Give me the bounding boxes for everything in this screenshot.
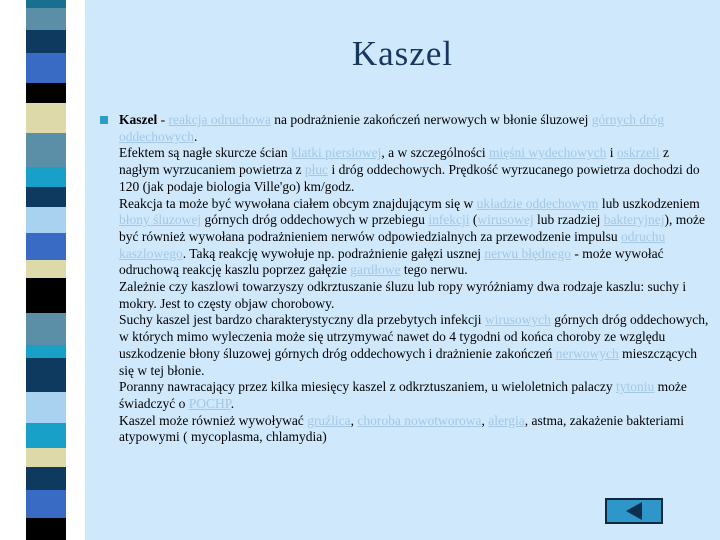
hyperlink[interactable]: płuc bbox=[304, 162, 329, 178]
decor-square bbox=[26, 467, 66, 490]
text-segment: Kaszel może również wywoływać bbox=[119, 412, 308, 428]
hyperlink[interactable]: gruźlica bbox=[307, 412, 351, 428]
hyperlink[interactable]: klatki piersiowej bbox=[291, 145, 382, 161]
text-segment: ( bbox=[469, 212, 478, 228]
bullet-square-icon bbox=[100, 116, 108, 124]
hyperlink[interactable]: reakcja odruchowa bbox=[168, 112, 271, 127]
hyperlink[interactable]: wirusowej bbox=[477, 212, 534, 228]
hyperlink[interactable]: nerwu błędnego bbox=[484, 245, 572, 261]
text-segment: górnych dróg oddechowych, w których mimo wyleczenia może się utrzymywać nawet do 4 tygodni od końca choroby ze względu uszkodzenie błony śluzowej górnych dróg oddechowych i drażnienie zakończeń bbox=[119, 312, 709, 361]
text-segment: Reakcja ta może być wywołana ciałem obcym znajdującym się w bbox=[119, 195, 477, 211]
text-segment: tego nerwu. bbox=[400, 262, 468, 278]
decor-square bbox=[26, 207, 66, 233]
text-segment: , astma, zakażenie bakteriami atypowymi ( mycoplasma, chlamydia) bbox=[119, 412, 685, 445]
hyperlink[interactable]: gardłowe bbox=[350, 262, 401, 278]
text-segment: , bbox=[350, 412, 358, 428]
decor-square bbox=[26, 392, 66, 423]
hyperlink[interactable]: wirusowych bbox=[484, 312, 551, 328]
hyperlink[interactable]: górnych dróg oddechowych bbox=[119, 112, 665, 144]
text-segment: . Taką reakcję wywołuje np. podrażnienie gałęzi usznej bbox=[182, 245, 485, 261]
hyperlink[interactable]: oskrzeli bbox=[616, 145, 660, 161]
hyperlink[interactable]: infekcji bbox=[428, 212, 470, 228]
paragraph bbox=[115, 196, 709, 280]
text-segment: Kaszel bbox=[119, 112, 158, 127]
text-segment: i dróg oddechowych. Prędkość wyrzucanego powietrza dochodzi do 120 (jak podaje biologia Ville'go) km/godz. bbox=[119, 162, 700, 194]
text-segment: Suchy kaszel jest bardzo charakterystyczny dla przebytych infekcji bbox=[119, 312, 485, 328]
decor-square bbox=[26, 133, 66, 167]
text-segment: . bbox=[193, 128, 198, 144]
decor-square bbox=[26, 345, 66, 358]
text-segment: górnych dróg oddechowych w przebiegu bbox=[201, 212, 429, 228]
text-segment: Poranny nawracający przez kilka miesięcy kaszel z odkrztuszaniem, u wieloletnich palaczy bbox=[119, 379, 617, 395]
text-segment: z nagłym wyrzucaniem powietrza z bbox=[119, 145, 669, 178]
back-button[interactable] bbox=[605, 498, 663, 524]
hyperlink[interactable]: POCHP bbox=[188, 395, 231, 411]
decor-square bbox=[26, 83, 66, 103]
paragraph bbox=[115, 312, 709, 379]
paragraph bbox=[115, 279, 709, 312]
decor-square bbox=[26, 490, 66, 518]
paragraph bbox=[115, 413, 709, 446]
text-segment: na podrażnienie zakończeń nerwowych w błonie śluzowej bbox=[270, 112, 592, 127]
hyperlink[interactable]: choroba nowotworowa bbox=[357, 412, 482, 428]
hyperlink[interactable]: tytoniu bbox=[616, 379, 655, 395]
text-segment: . bbox=[230, 395, 235, 411]
decor-square bbox=[26, 278, 66, 313]
decor-square bbox=[26, 358, 66, 392]
decor-square bbox=[26, 518, 66, 540]
hyperlink[interactable]: nerwowych bbox=[555, 345, 619, 361]
back-arrow-icon bbox=[626, 502, 642, 520]
text-segment: ), może być również wywołana podrażnieniem nerwów odpowiedzialnych za przewodzenie impulsu bbox=[119, 212, 705, 244]
hyperlink[interactable]: błony śluzowej bbox=[119, 212, 202, 228]
slide-background bbox=[85, 0, 720, 540]
decor-square bbox=[26, 423, 66, 448]
text-segment: lub rzadziej bbox=[533, 212, 604, 228]
decor-square bbox=[26, 260, 66, 278]
decor-strip bbox=[26, 0, 66, 540]
text-segment: - bbox=[157, 112, 169, 127]
decor-square bbox=[26, 30, 66, 53]
text-segment: Zależnie czy kaszlowi towarzyszy odkrztuszanie śluzu lub ropy wyróżniamy dwa rodzaje kaszlu: suchy i mokry. Jest to częsty objaw chorobowy. bbox=[119, 279, 687, 311]
hyperlink[interactable]: układzie oddechowym bbox=[476, 195, 599, 211]
text-segment: i bbox=[606, 145, 617, 161]
decor-square bbox=[26, 103, 66, 133]
decor-square bbox=[26, 448, 66, 467]
decor-square bbox=[26, 233, 66, 260]
decor-square bbox=[26, 313, 66, 345]
decor-square bbox=[26, 0, 66, 8]
text-segment: mieszczących się w tej błonie. bbox=[119, 345, 698, 378]
text-segment: , a w szczególności bbox=[381, 145, 489, 161]
decor-square bbox=[26, 167, 66, 187]
text-segment: lub uszkodzeniem bbox=[598, 195, 700, 211]
slide-title: Kaszel bbox=[351, 34, 454, 73]
decor-square bbox=[26, 187, 66, 207]
text-segment: Efektem są nagłe skurcze ścian bbox=[119, 145, 292, 161]
text-segment: , bbox=[481, 412, 489, 428]
hyperlink[interactable]: alergia bbox=[488, 412, 525, 428]
paragraph bbox=[115, 379, 709, 412]
text-segment: może świadczyć o bbox=[119, 379, 687, 411]
paragraph bbox=[115, 145, 709, 195]
hyperlink[interactable]: bakteryjnej bbox=[603, 212, 665, 228]
decor-square bbox=[26, 8, 66, 30]
decor-square bbox=[26, 53, 66, 83]
paragraph bbox=[115, 112, 709, 145]
text-segment: - może wywołać odruchową reakcję kaszlu poprzez gałęzie bbox=[119, 245, 664, 278]
body-text bbox=[115, 112, 709, 446]
hyperlink[interactable]: mięśni wydechowych bbox=[489, 145, 607, 161]
hyperlink[interactable]: odruchu kaszlowego bbox=[119, 228, 666, 261]
